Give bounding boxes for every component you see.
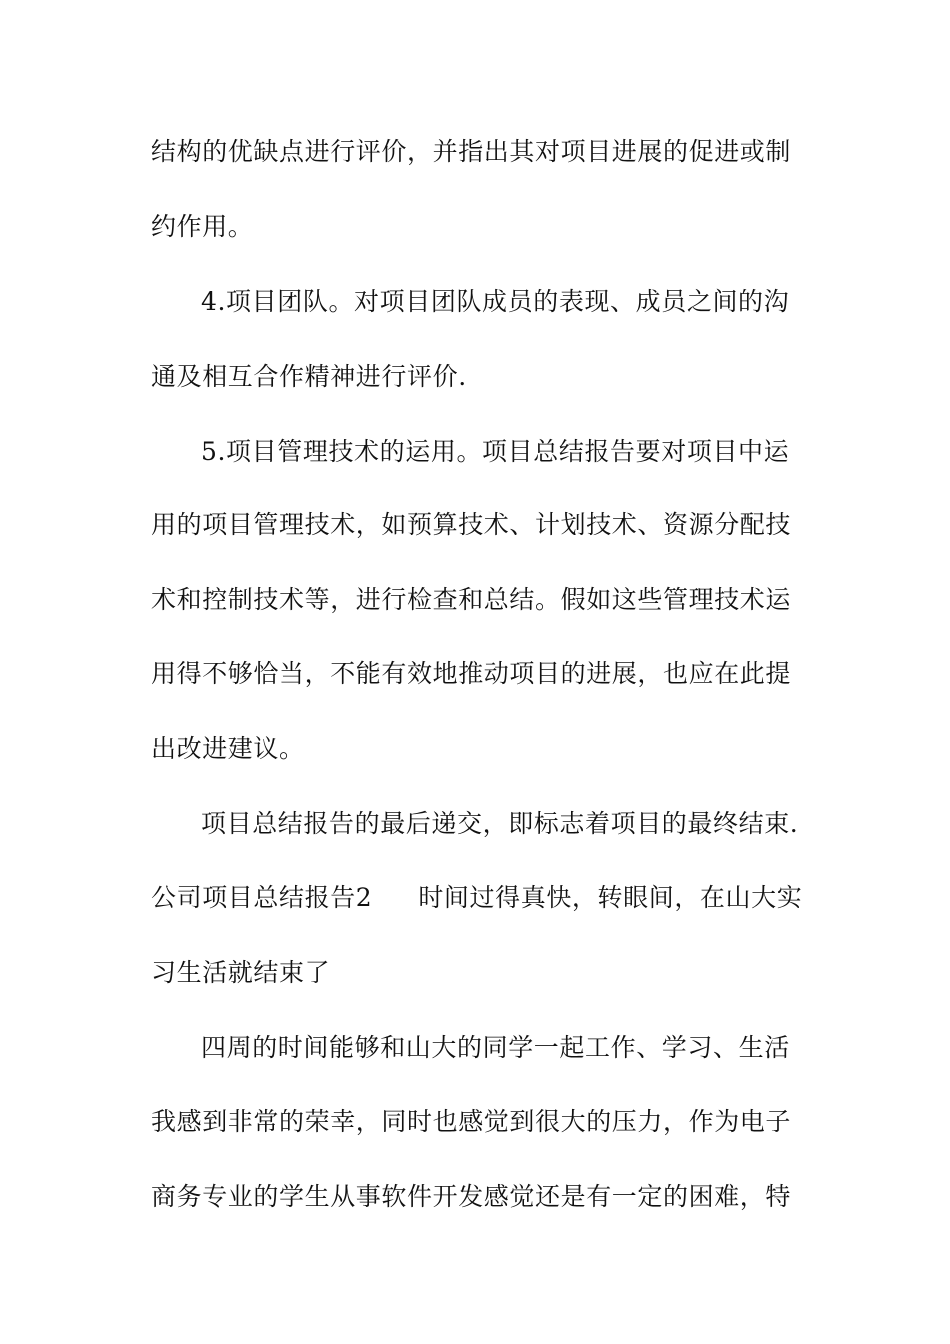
text-line: 结构的优缺点进行评价，并指出其对项目进展的促进或制 (151, 137, 792, 166)
text-line: 习生活就结束了 (151, 958, 331, 987)
text-line: 项目总结报告的最后递交，即标志着项目的最终结束. (201, 809, 799, 838)
text-line: 时间过得真快，转眼间，在山大实 (418, 883, 803, 912)
text-line: 我感到非常的荣幸，同时也感觉到很大的压力，作为电子 (151, 1107, 792, 1136)
text-line: 四周的时间能够和山大的同学一起工作、学习、生活 (201, 1033, 790, 1062)
section-heading: 公司项目总结报告2 (151, 883, 373, 912)
section-heading-line (151, 883, 802, 913)
text-line: 出改进建议。 (151, 734, 305, 763)
text-line: 通及相互合作精神进行评价. (151, 362, 467, 391)
text-line: 商务专业的学生从事软件开发感觉还是有一定的困难，特 (151, 1182, 792, 1211)
text-line: 用得不够恰当，不能有效地推动项目的进展，也应在此提 (151, 659, 792, 688)
text-line: 4.项目团队。对项目团队成员的表现、成员之间的沟 (201, 287, 790, 316)
text-line: 术和控制技术等，进行检查和总结。假如这些管理技术运 (151, 585, 792, 614)
text-line: 用的项目管理技术，如预算技术、计划技术、资源分配技 (151, 510, 792, 539)
text-line: 5.项目管理技术的运用。项目总结报告要对项目中运 (201, 437, 790, 466)
text-line: 约作用。 (151, 212, 254, 241)
